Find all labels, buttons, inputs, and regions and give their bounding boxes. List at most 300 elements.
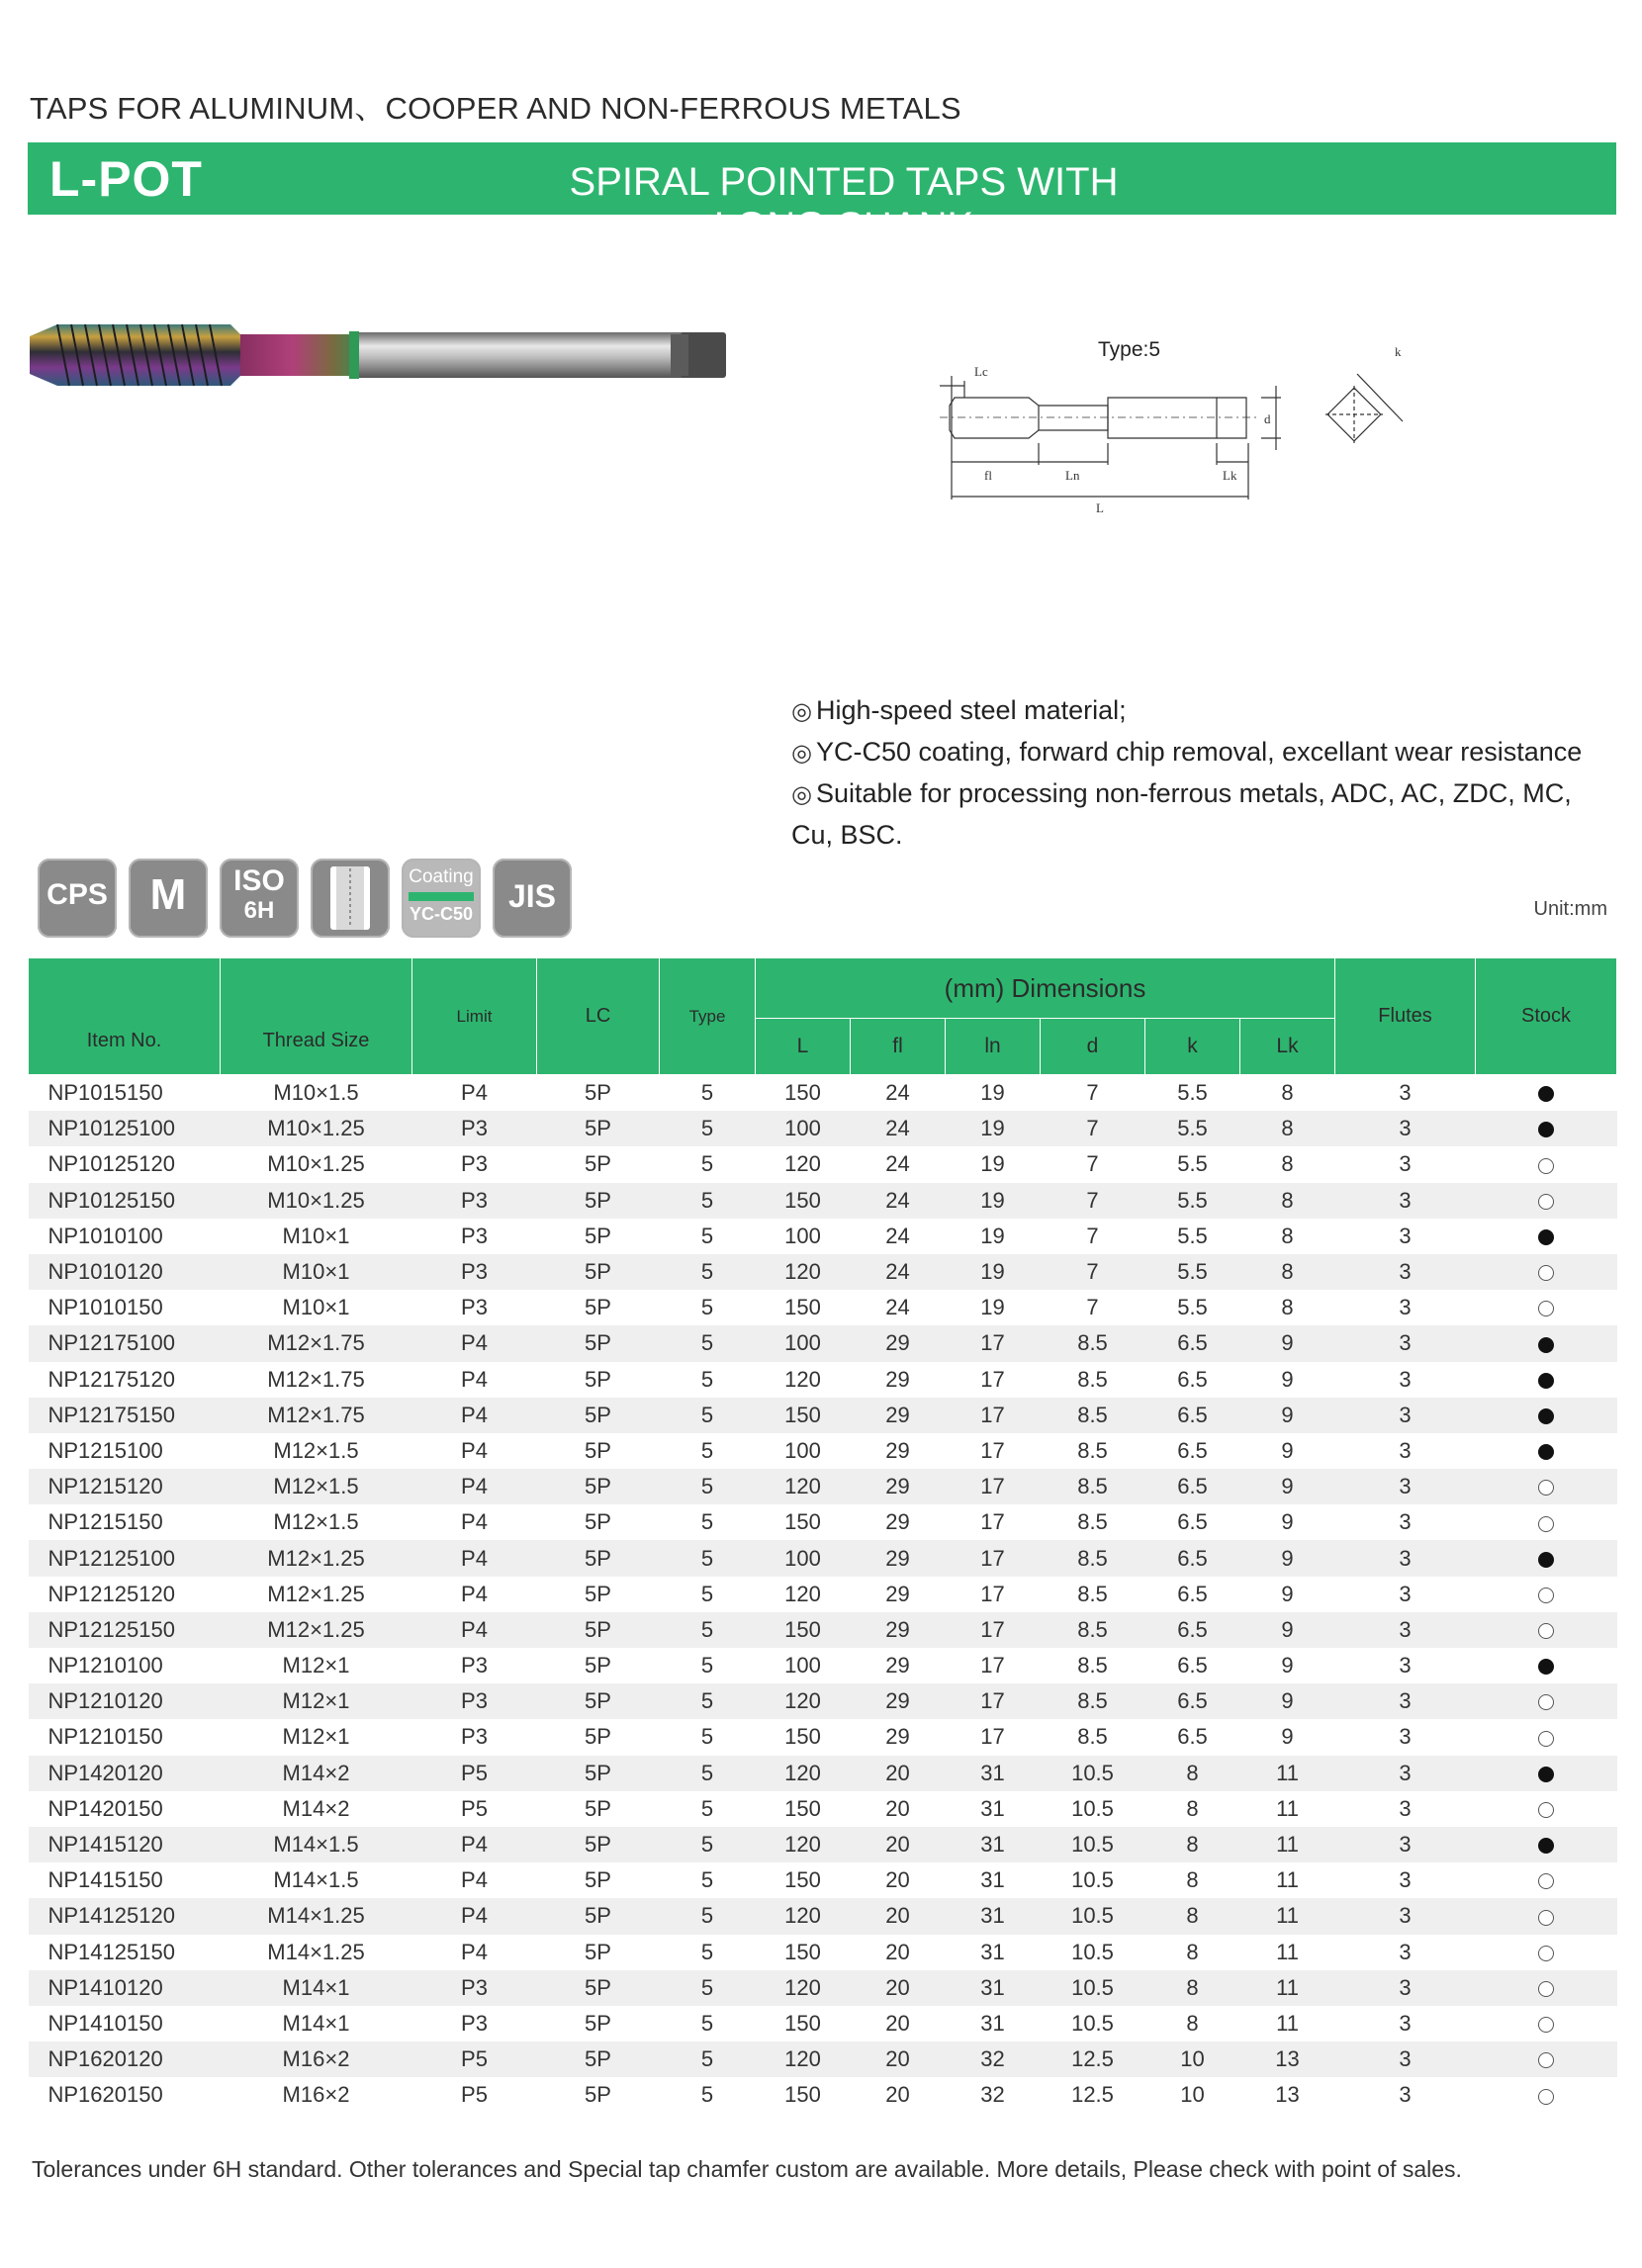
cell-d: 10.5 [1071, 1939, 1114, 1964]
section-title: TAPS FOR ALUMINUM、COOPER AND NON-FERROUS METALS [30, 91, 961, 126]
unit-label: Unit:mm [1533, 898, 1607, 920]
table-row [29, 1862, 1617, 1898]
cell-k: 5.5 [1145, 1183, 1240, 1219]
cell-limit: P3 [461, 1724, 488, 1750]
table-row [29, 1075, 1617, 1112]
out-of-stock-circle-icon [1538, 1873, 1554, 1889]
cell-fl: 20 [885, 1867, 910, 1893]
cell-lk: 11 [1240, 1970, 1335, 2006]
header-flutes: Flutes [1335, 958, 1476, 1075]
cell-fl: 24 [885, 1295, 910, 1320]
footnote: Tolerances under 6H standard. Other tolerances and Special tap chamfer custom are available. More details, Please check with point of sales. [32, 2156, 1462, 2182]
product-banner [28, 142, 1616, 248]
cell-type: 5 [700, 1295, 714, 1320]
cell-stock [1476, 2041, 1617, 2077]
cell-d: 8.5 [1077, 1509, 1108, 1535]
cell-lk: 11 [1276, 1795, 1299, 1821]
cell-type: 5 [660, 1325, 756, 1361]
cell-thread-size: M12×1.25 [267, 1581, 365, 1606]
cell-ln: 19 [946, 1111, 1041, 1146]
cell-type: 5 [700, 2010, 714, 2036]
diagram-label-fl: fl [984, 468, 992, 483]
cell-lc: 5P [537, 1827, 660, 1862]
cell-type: 5 [660, 1111, 756, 1146]
table-row [29, 1577, 1617, 1612]
cell-limit: P4 [461, 1581, 488, 1606]
cell-d: 7 [1041, 1111, 1145, 1146]
cell-thread-size: M10×1.25 [221, 1111, 412, 1146]
cell-flutes: 3 [1335, 1898, 1476, 1934]
cell-l: 150 [756, 1398, 851, 1433]
cell-d: 10.5 [1041, 1898, 1145, 1934]
jis-badge-icon: JIS [493, 859, 572, 938]
cell-k: 10 [1180, 2082, 1205, 2108]
cell-type: 5 [660, 1254, 756, 1290]
feature-list [791, 690, 1612, 856]
header-type: Type [660, 958, 756, 1075]
cell-lc: 5P [585, 1653, 611, 1678]
cell-k: 8 [1145, 1756, 1240, 1791]
cell-lc: 5P [537, 1469, 660, 1504]
table-row [29, 1433, 1617, 1469]
cell-type: 5 [700, 1939, 714, 1964]
cell-thread-size: M12×1.5 [273, 1509, 359, 1535]
cell-d: 8.5 [1041, 1612, 1145, 1648]
header-k: k [1145, 1019, 1240, 1075]
cell-type: 5 [660, 1540, 756, 1576]
table-row [29, 1935, 1617, 1970]
out-of-stock-circle-icon [1538, 1946, 1554, 1961]
cell-limit: P4 [412, 1898, 537, 1934]
cell-lc: 5P [537, 1612, 660, 1648]
header-stock: Stock [1476, 958, 1617, 1075]
cell-lk: 9 [1281, 1581, 1294, 1606]
cell-lc: 5P [585, 1939, 611, 1964]
cell-lc: 5P [585, 1867, 611, 1893]
diagram-label-d: d [1264, 411, 1271, 426]
cell-lk: 9 [1281, 1509, 1294, 1535]
table-row [29, 2006, 1617, 2041]
cell-limit: P5 [412, 2041, 537, 2077]
cell-ln: 19 [980, 1151, 1005, 1177]
cell-stock [1476, 1111, 1617, 1146]
cell-thread-size: M12×1 [282, 1724, 350, 1750]
cell-ln: 17 [946, 1469, 1041, 1504]
cell-stock [1476, 1325, 1617, 1361]
cell-d: 10.5 [1071, 1795, 1114, 1821]
cell-item-no: NP1215100 [47, 1437, 163, 1463]
header-ln: ln [946, 1019, 1041, 1075]
cell-type: 5 [700, 2082, 714, 2108]
cell-type: 5 [700, 1867, 714, 1893]
table-row [29, 1791, 1617, 1827]
cell-type: 5 [700, 1724, 714, 1750]
table-row [29, 1648, 1617, 1683]
cell-item-no: NP14125150 [47, 1939, 175, 1964]
cell-flutes: 3 [1399, 1939, 1412, 1964]
cell-thread-size: M16×2 [221, 2041, 412, 2077]
cell-thread-size: M12×1.75 [267, 1366, 365, 1392]
cell-lc: 5P [585, 1366, 611, 1392]
cell-d: 7 [1086, 1295, 1099, 1320]
cell-limit: P4 [461, 1437, 488, 1463]
cell-k: 5.5 [1145, 1111, 1240, 1146]
cell-fl: 29 [851, 1469, 946, 1504]
cell-thread-size: M14×1.5 [273, 1867, 359, 1893]
cell-flutes: 3 [1399, 1223, 1412, 1248]
out-of-stock-circle-icon [1538, 1981, 1554, 1997]
cell-stock [1476, 1935, 1617, 1970]
cell-d: 8.5 [1041, 1325, 1145, 1361]
cell-ln: 17 [980, 1581, 1005, 1606]
cell-limit: P3 [461, 1653, 488, 1678]
table-row [29, 1146, 1617, 1182]
cell-lk: 11 [1240, 1756, 1335, 1791]
cell-item-no: NP1215120 [29, 1469, 221, 1504]
table-row [29, 1504, 1617, 1540]
cell-limit: P4 [412, 1398, 537, 1433]
cell-limit: P3 [461, 1151, 488, 1177]
table-row [29, 1398, 1617, 1433]
out-of-stock-circle-icon [1538, 1694, 1554, 1710]
table-row [29, 1469, 1617, 1504]
cell-thread-size: M12×1.25 [221, 1612, 412, 1648]
table-row [29, 2041, 1617, 2077]
cell-fl: 29 [851, 1325, 946, 1361]
cell-stock [1476, 1970, 1617, 2006]
cell-d: 8.5 [1077, 1581, 1108, 1606]
header-item-no: Item No. [29, 958, 221, 1075]
cell-item-no: NP1420150 [47, 1795, 163, 1821]
cell-lk: 13 [1240, 2041, 1335, 2077]
cell-k: 8 [1186, 2010, 1199, 2036]
cell-k: 6.5 [1145, 1398, 1240, 1433]
cell-d: 7 [1086, 1223, 1099, 1248]
cell-k: 8 [1145, 1970, 1240, 2006]
cell-lk: 11 [1276, 1939, 1299, 1964]
cell-lk: 8 [1240, 1111, 1335, 1146]
cell-item-no: NP1415150 [47, 1867, 163, 1893]
cell-stock [1476, 1219, 1617, 1254]
cell-l: 150 [756, 1612, 851, 1648]
cps-badge-icon: CPS [38, 859, 117, 938]
cell-ln: 17 [946, 1683, 1041, 1719]
feature-item: ◎ High-speed steel material; [791, 695, 1127, 725]
cell-flutes: 3 [1399, 1867, 1412, 1893]
diagram-label-ln: Ln [1065, 468, 1080, 483]
cell-flutes: 3 [1335, 1111, 1476, 1146]
cell-d: 10.5 [1071, 1867, 1114, 1893]
cell-item-no: NP10125120 [47, 1151, 175, 1177]
cell-k: 6.5 [1177, 1437, 1208, 1463]
cell-fl: 20 [885, 1795, 910, 1821]
cell-lk: 9 [1240, 1683, 1335, 1719]
cell-stock [1476, 1075, 1617, 1112]
cell-l: 150 [784, 1867, 821, 1893]
cell-flutes: 3 [1399, 1509, 1412, 1535]
cell-flutes: 3 [1399, 1366, 1412, 1392]
cell-flutes: 3 [1399, 1151, 1412, 1177]
cell-ln: 32 [946, 2041, 1041, 2077]
cell-lc: 5P [585, 2082, 611, 2108]
cell-fl: 29 [885, 1509, 910, 1535]
cell-ln: 17 [946, 1612, 1041, 1648]
cell-ln: 17 [980, 1509, 1005, 1535]
cell-fl: 29 [885, 1581, 910, 1606]
cell-ln: 31 [980, 1939, 1005, 1964]
cell-l: 120 [756, 1683, 851, 1719]
cell-lk: 11 [1240, 1898, 1335, 1934]
out-of-stock-circle-icon [1538, 1623, 1554, 1639]
cell-flutes: 3 [1399, 2082, 1412, 2108]
in-stock-dot-icon [1538, 1444, 1554, 1460]
cell-flutes: 3 [1335, 1827, 1476, 1862]
cell-fl: 20 [885, 2010, 910, 2036]
cell-type: 5 [660, 2041, 756, 2077]
cell-fl: 24 [851, 1111, 946, 1146]
cell-type: 5 [700, 1795, 714, 1821]
cell-thread-size: M14×2 [282, 1795, 350, 1821]
cell-limit: P3 [461, 2010, 488, 2036]
cell-d: 12.5 [1071, 2082, 1114, 2108]
in-stock-dot-icon [1538, 1122, 1554, 1137]
cell-type: 5 [700, 1581, 714, 1606]
cell-item-no: NP12175100 [29, 1325, 221, 1361]
cell-lk: 8 [1240, 1254, 1335, 1290]
table-row [29, 1325, 1617, 1361]
cell-k: 10 [1145, 2041, 1240, 2077]
cell-fl: 20 [851, 1970, 946, 2006]
cell-type: 5 [660, 1612, 756, 1648]
cell-flutes: 3 [1399, 1581, 1412, 1606]
cell-item-no: NP1215150 [47, 1509, 163, 1535]
cell-lk: 11 [1276, 2010, 1299, 2036]
cell-k: 6.5 [1177, 1724, 1208, 1750]
cell-flutes: 3 [1335, 1398, 1476, 1433]
cell-type: 5 [660, 1756, 756, 1791]
cell-stock [1476, 2006, 1617, 2041]
in-stock-dot-icon [1538, 1552, 1554, 1568]
cell-limit: P4 [461, 1939, 488, 1964]
iso-6h-badge-icon: ISO 6H [220, 859, 299, 938]
spec-table [28, 957, 1616, 2113]
cell-limit: P3 [412, 1183, 537, 1219]
cell-type: 5 [700, 1653, 714, 1678]
cell-fl: 29 [851, 1398, 946, 1433]
cell-lc: 5P [585, 1080, 611, 1106]
table-row [29, 1540, 1617, 1576]
table-row [29, 1683, 1617, 1719]
cell-type: 5 [660, 1469, 756, 1504]
out-of-stock-circle-icon [1538, 1588, 1554, 1603]
cell-item-no: NP12125150 [29, 1612, 221, 1648]
cell-k: 6.5 [1177, 1653, 1208, 1678]
cell-stock [1476, 1504, 1617, 1540]
cell-k: 5.5 [1145, 1254, 1240, 1290]
table-row [29, 1827, 1617, 1862]
cell-lk: 11 [1276, 1867, 1299, 1893]
cell-k: 8 [1186, 1867, 1199, 1893]
cell-limit: P5 [461, 2082, 488, 2108]
diagram-label-lc: Lc [974, 364, 988, 379]
cell-k: 6.5 [1177, 1581, 1208, 1606]
cell-l: 150 [784, 1295, 821, 1320]
cell-stock [1476, 1183, 1617, 1219]
cell-lc: 5P [537, 1970, 660, 2006]
cell-l: 150 [784, 1939, 821, 1964]
cell-d: 8.5 [1077, 1653, 1108, 1678]
cell-l: 100 [756, 1325, 851, 1361]
cell-stock [1476, 1290, 1617, 1325]
cell-ln: 32 [980, 2082, 1005, 2108]
cell-l: 150 [756, 1183, 851, 1219]
cell-flutes: 3 [1399, 1795, 1412, 1821]
cell-lk: 9 [1240, 1325, 1335, 1361]
cell-limit: P5 [461, 1795, 488, 1821]
cell-item-no: NP1210100 [47, 1653, 163, 1678]
out-of-stock-circle-icon [1538, 1194, 1554, 1210]
cell-d: 8.5 [1041, 1398, 1145, 1433]
cell-type: 5 [660, 1183, 756, 1219]
cell-type: 5 [660, 1970, 756, 2006]
table-row [29, 1219, 1617, 1254]
table-row [29, 1612, 1617, 1648]
cell-thread-size: M12×1 [282, 1653, 350, 1678]
cell-flutes: 3 [1335, 1469, 1476, 1504]
cell-lk: 9 [1240, 1612, 1335, 1648]
cell-lk: 9 [1281, 1366, 1294, 1392]
cell-lk: 9 [1240, 1469, 1335, 1504]
cell-limit: P4 [461, 1867, 488, 1893]
out-of-stock-circle-icon [1538, 1158, 1554, 1174]
cell-thread-size: M12×1.75 [221, 1325, 412, 1361]
cell-flutes: 3 [1335, 1612, 1476, 1648]
cell-fl: 24 [851, 1183, 946, 1219]
cell-stock [1476, 1469, 1617, 1504]
cell-flutes: 3 [1399, 1653, 1412, 1678]
cell-fl: 24 [851, 1254, 946, 1290]
cell-item-no: NP1410120 [29, 1970, 221, 2006]
cell-flutes: 3 [1335, 2041, 1476, 2077]
cell-d: 7 [1041, 1254, 1145, 1290]
cell-l: 120 [756, 1827, 851, 1862]
cell-item-no: NP1010100 [47, 1223, 163, 1248]
header-fl: fl [851, 1019, 946, 1075]
cell-thread-size: M10×1.25 [221, 1183, 412, 1219]
cell-fl: 29 [851, 1683, 946, 1719]
cell-type: 5 [700, 1509, 714, 1535]
cell-stock [1476, 1577, 1617, 1612]
tap-technical-diagram [930, 336, 1484, 514]
cell-thread-size: M10×1.25 [267, 1151, 365, 1177]
cell-fl: 29 [851, 1612, 946, 1648]
out-of-stock-circle-icon [1538, 1265, 1554, 1281]
diagram-label-lk: Lk [1223, 468, 1237, 483]
cell-l: 120 [756, 1898, 851, 1934]
cell-item-no: NP10125100 [29, 1111, 221, 1146]
cell-ln: 19 [980, 1223, 1005, 1248]
cell-fl: 24 [885, 1080, 910, 1106]
cell-fl: 20 [885, 2082, 910, 2108]
cell-thread-size: M16×2 [282, 2082, 350, 2108]
cell-item-no: NP14125120 [29, 1898, 221, 1934]
header-lk: Lk [1240, 1019, 1335, 1075]
cell-limit: P3 [461, 1295, 488, 1320]
cell-k: 6.5 [1177, 1509, 1208, 1535]
in-stock-dot-icon [1538, 1659, 1554, 1675]
cell-l: 120 [784, 1151, 821, 1177]
cell-fl: 20 [851, 1898, 946, 1934]
cell-fl: 29 [885, 1366, 910, 1392]
cell-stock [1476, 1146, 1617, 1182]
product-subtitle: SPIRAL POINTED TAPS WITH LONG SHANK [569, 160, 1119, 248]
cell-l: 120 [756, 1756, 851, 1791]
in-stock-dot-icon [1538, 1229, 1554, 1245]
cell-l: 150 [784, 2082, 821, 2108]
cell-l: 100 [784, 1437, 821, 1463]
cell-lc: 5P [537, 1325, 660, 1361]
cell-lk: 8 [1281, 1223, 1294, 1248]
cell-d: 7 [1041, 1183, 1145, 1219]
cell-flutes: 3 [1399, 1295, 1412, 1320]
cell-lc: 5P [537, 1398, 660, 1433]
cell-thread-size: M12×1.5 [273, 1437, 359, 1463]
cell-k: 5.5 [1177, 1151, 1208, 1177]
in-stock-dot-icon [1538, 1767, 1554, 1782]
table-row [29, 1290, 1617, 1325]
table-row [29, 1970, 1617, 2006]
cell-lk: 13 [1275, 2082, 1300, 2108]
cell-d: 7 [1086, 1151, 1099, 1177]
cell-d: 7 [1086, 1080, 1099, 1106]
cell-type: 5 [700, 1151, 714, 1177]
cell-lk: 9 [1281, 1724, 1294, 1750]
cell-lk: 8 [1281, 1151, 1294, 1177]
cell-k: 6.5 [1145, 1683, 1240, 1719]
diagram-label-k: k [1395, 344, 1402, 359]
cell-lk: 9 [1240, 1540, 1335, 1576]
in-stock-dot-icon [1538, 1838, 1554, 1854]
cell-lc: 5P [537, 1254, 660, 1290]
cell-d: 10.5 [1071, 2010, 1114, 2036]
cell-l: 120 [756, 2041, 851, 2077]
cell-limit: P4 [461, 1080, 488, 1106]
cell-fl: 29 [885, 1724, 910, 1750]
cell-k: 6.5 [1145, 1612, 1240, 1648]
cell-d: 8.5 [1077, 1437, 1108, 1463]
cell-type: 5 [660, 1827, 756, 1862]
cell-thread-size: M14×1 [282, 2010, 350, 2036]
cell-flutes: 3 [1335, 1183, 1476, 1219]
cell-l: 120 [756, 1254, 851, 1290]
feature-item: ◎ Suitable for processing non-ferrous metals, ADC, AC, ZDC, MC, Cu, BSC. [791, 778, 1572, 850]
cell-flutes: 3 [1335, 1540, 1476, 1576]
cell-l: 150 [784, 1724, 821, 1750]
cell-thread-size: M14×1 [221, 1970, 412, 2006]
cell-l: 100 [756, 1540, 851, 1576]
cell-thread-size: M14×1.5 [221, 1827, 412, 1862]
cell-lc: 5P [585, 2010, 611, 2036]
in-stock-dot-icon [1538, 1408, 1554, 1424]
cell-d: 8.5 [1041, 1683, 1145, 1719]
cell-ln: 17 [980, 1653, 1005, 1678]
cell-flutes: 3 [1399, 1724, 1412, 1750]
cell-item-no: NP1620150 [47, 2082, 163, 2108]
metric-badge-icon: M [129, 859, 208, 938]
cell-item-no: NP12125120 [47, 1581, 175, 1606]
cell-ln: 17 [980, 1724, 1005, 1750]
cell-k: 8 [1145, 1827, 1240, 1862]
